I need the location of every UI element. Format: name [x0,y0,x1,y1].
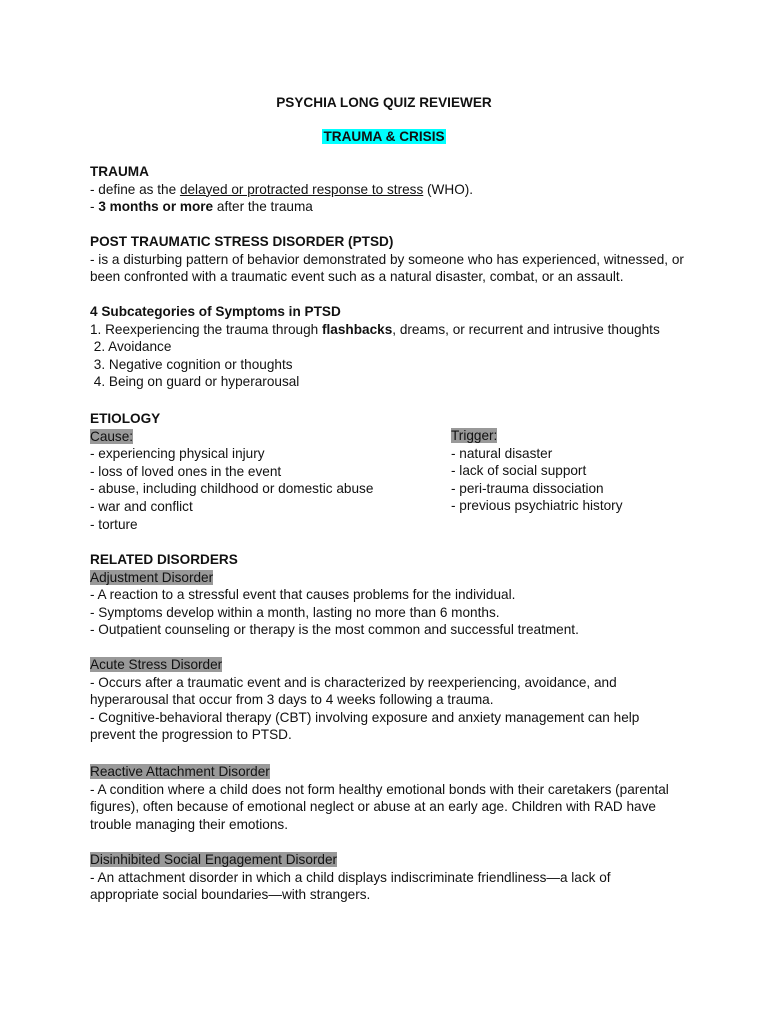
acute-stress-block [90,656,650,744]
disorder-line: - Occurs after a traumatic event and is characterized by reexperiencing, avoidance, and hyperarousal that occur from 3 days to 4 weeks following a trauma. [90,674,617,708]
reactive-attachment-block [90,763,675,833]
trauma-dur-suffix: after the trauma [213,199,313,215]
trauma-heading: TRAUMA [90,164,149,179]
subcategory-item-1 [90,321,690,339]
item1-bold: flashbacks [322,321,393,337]
cause-item: - abuse, including childhood or domestic abuse [90,481,374,497]
trauma-def-underlined: delayed or protracted response to stress [179,181,424,197]
trauma-def-suffix: (WHO). [423,181,474,197]
trigger-item: - previous psychiatric history [451,498,623,514]
etiology-heading: ETIOLOGY [90,411,161,426]
trauma-def-prefix: - define as the [90,181,180,197]
disinhibited-social-block [90,851,650,904]
disorder-name-reactive-attachment: Reactive Attachment Disorder [90,764,270,779]
trigger-item: - peri-trauma dissociation [451,480,604,496]
trauma-section [90,163,690,216]
section-title-wrap [0,128,768,146]
ptsd-heading: POST TRAUMATIC STRESS DISORDER (PTSD) [90,234,394,249]
trauma-dur-prefix: - [90,199,99,215]
disorder-line: - Symptoms develop within a month, lasting no more than 6 months. [90,604,500,620]
trigger-item: - lack of social support [451,463,587,479]
cause-item: - experiencing physical injury [90,446,265,462]
cause-item: - torture [90,516,138,532]
subcategories-section [90,303,690,391]
subcategories-heading: 4 Subcategories of Symptoms in PTSD [90,304,341,319]
subcategory-item-4: 4. Being on guard or hyperarousal [90,374,300,390]
related-heading: RELATED DISORDERS [90,552,238,567]
cause-item: - war and conflict [90,498,193,514]
trigger-item: - natural disaster [451,445,553,461]
trauma-definition [90,181,690,199]
subcategory-item-2: 2. Avoidance [90,339,172,355]
ptsd-section [90,233,685,286]
subcategory-item-3: 3. Negative cognition or thoughts [90,356,293,372]
disorder-name-disinhibited-social: Disinhibited Social Engagement Disorder [90,852,338,867]
trigger-column [451,427,711,515]
trauma-duration [90,198,690,216]
disorder-line: - An attachment disorder in which a child displays indiscriminate friendliness—a lack of appropriate social boundaries—with strangers. [90,869,611,903]
trigger-label: Trigger: [451,428,498,443]
trauma-dur-bold: 3 months or more [98,199,214,215]
disorder-line: - A condition where a child does not form healthy emotional bonds with their caretakers (parental figures), often because of emotional neglect or abuse at an early age. Children with RAD have trouble managing their emotions. [90,781,669,832]
item1-suffix: , dreams, or recurrent and intrusive thoughts [392,321,660,337]
cause-item: - loss of loved ones in the event [90,463,282,479]
disorder-line: - A reaction to a stressful event that causes problems for the individual. [90,587,516,603]
related-disorders-section [90,551,650,639]
ptsd-text: - is a disturbing pattern of behavior demonstrated by someone who has experienced, witnessed, or been confronted with a traumatic event such as a natural disaster, combat, or an assault. [90,251,684,285]
disorder-name-adjustment: Adjustment Disorder [90,569,214,585]
item1-prefix: 1. Reexperiencing the trauma through [90,321,322,337]
disorder-line: - Cognitive-behavioral therapy (CBT) involving exposure and anxiety management can help prevent the progression to PTSD. [90,709,640,743]
disorder-line: - Outpatient counseling or therapy is the most common and successful treatment. [90,622,579,638]
disorder-name-acute-stress: Acute Stress Disorder [90,657,223,672]
cause-label: Cause: [90,428,134,444]
etiology-section [90,410,430,533]
document-title: PSYCHIA LONG QUIZ REVIEWER [276,95,492,110]
section-title: TRAUMA & CRISIS [323,129,445,144]
